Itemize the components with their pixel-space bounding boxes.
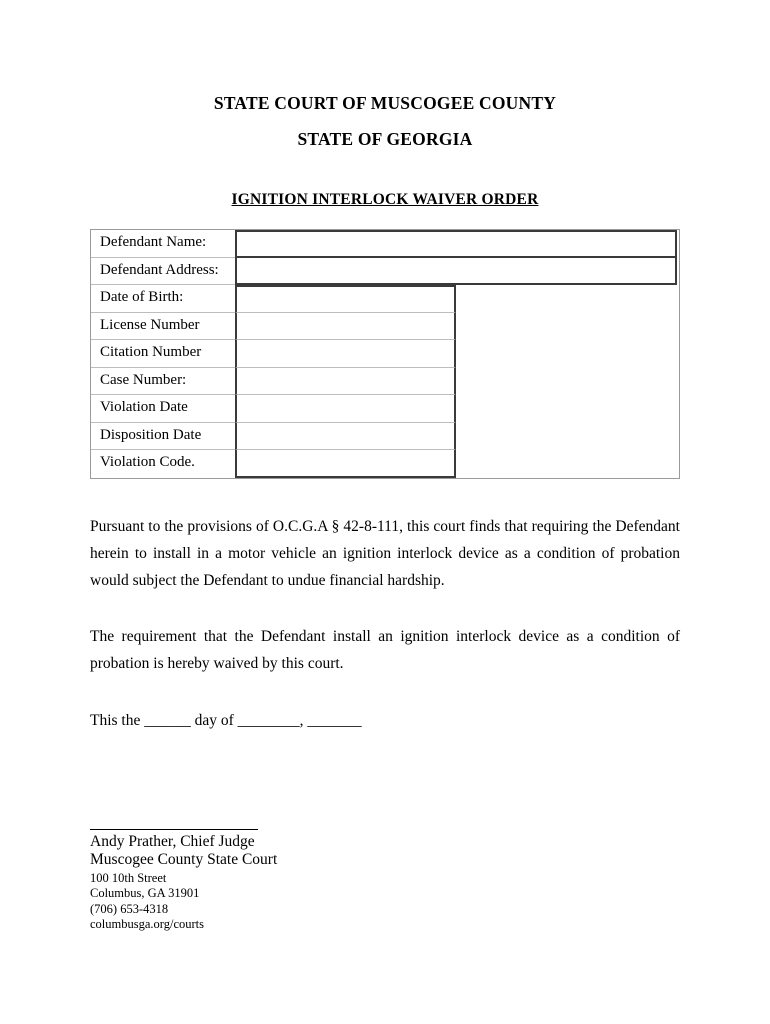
- hardship-finding-paragraph: Pursuant to the provisions of O.C.G.A § 42-8-111, this court finds that requiring the Defendant herein to install in a motor vehicle an ignition interlock device as a condition of probation would subject the Defendant to undue financial hardship.: [90, 517, 680, 589]
- field-label: License Number: [91, 313, 235, 341]
- table-row: [91, 368, 679, 396]
- field-label: Case Number:: [91, 368, 235, 396]
- waiver-paragraph: The requirement that the Defendant install an ignition interlock device as a condition of probation is hereby waived by this court.: [90, 627, 680, 672]
- court-phone: (706) 653-4318: [90, 901, 169, 916]
- form-heading: IGNITION INTERLOCK WAIVER ORDER: [231, 191, 539, 208]
- court-title: STATE COURT OF MUSCOGEE COUNTY: [213, 93, 557, 113]
- document-header: [0, 0, 770, 150]
- defendant-info-table: [90, 229, 680, 479]
- defendant-name-input[interactable]: [235, 230, 677, 258]
- judge-name: Andy Prather, Chief Judge: [90, 832, 255, 850]
- court-website: columbusga.org/courts: [90, 917, 204, 931]
- table-empty-cell: [456, 450, 679, 478]
- defendant-address-input[interactable]: [235, 258, 677, 286]
- table-empty-cell: [456, 368, 679, 396]
- date-of-birth-input[interactable]: [235, 285, 456, 313]
- court-city-state-zip: Columbus, GA 31901: [90, 886, 200, 900]
- table-row: [91, 313, 679, 341]
- table-row: [91, 395, 679, 423]
- table-empty-cell: [456, 340, 679, 368]
- table-row: [91, 423, 679, 451]
- field-label: Defendant Name:: [91, 230, 235, 258]
- disposition-date-input[interactable]: [235, 423, 456, 451]
- judge-signature-line: [90, 816, 258, 830]
- table-empty-cell: [456, 313, 679, 341]
- table-empty-cell: [456, 423, 679, 451]
- table-row: [91, 340, 679, 368]
- signature-block: [90, 816, 770, 933]
- case-number-input[interactable]: [235, 368, 456, 396]
- license-number-input[interactable]: [235, 313, 456, 341]
- table-row: [91, 258, 679, 286]
- table-row: [91, 450, 679, 478]
- table-row: [91, 285, 679, 313]
- table-row: [91, 230, 679, 258]
- field-label: Citation Number: [91, 340, 235, 368]
- court-street-address: 100 10th Street: [90, 870, 167, 885]
- violation-code-input[interactable]: [235, 450, 456, 478]
- field-label: Violation Date: [91, 395, 235, 423]
- field-label: Date of Birth:: [91, 285, 235, 313]
- field-label: Defendant Address:: [91, 258, 235, 286]
- field-label: Disposition Date: [91, 423, 235, 451]
- state-title: STATE OF GEORGIA: [297, 129, 473, 149]
- table-empty-cell: [456, 395, 679, 423]
- court-name: Muscogee County State Court: [90, 850, 278, 868]
- citation-number-input[interactable]: [235, 340, 456, 368]
- violation-date-input[interactable]: [235, 395, 456, 423]
- table-empty-cell: [456, 285, 679, 313]
- order-date-line: This the ______ day of ________, _______: [90, 711, 362, 729]
- field-label: Violation Code.: [100, 454, 195, 470]
